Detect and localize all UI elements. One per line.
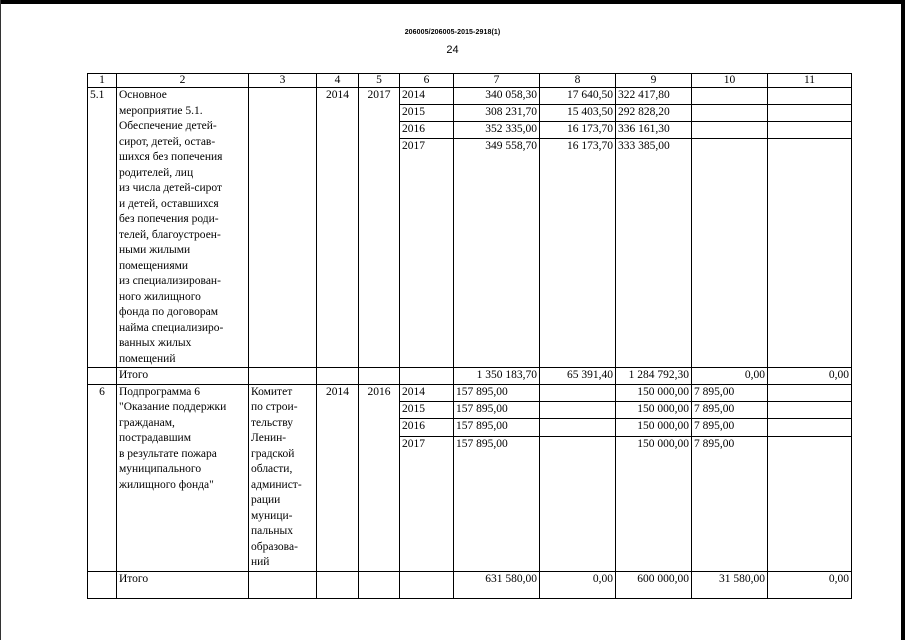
year-cell: 2015 (400, 401, 454, 418)
col11-cell (768, 384, 852, 401)
description-line: из числа детей-сирот (119, 182, 223, 194)
description-line: мероприятие 5.1. (119, 104, 203, 117)
year-cell: 2016 (400, 122, 454, 139)
measure-description (117, 88, 249, 368)
col10-cell: 7 895,00 (692, 401, 768, 418)
table-row (88, 88, 852, 105)
col10-cell (692, 122, 768, 139)
executor-line: градской (251, 447, 295, 460)
col11-cell (768, 122, 852, 139)
col11-cell (768, 105, 852, 122)
year-cell: 2014 (400, 384, 454, 401)
header-cell: 10 (692, 74, 768, 88)
total-cell: 157 895,00 (454, 384, 540, 401)
header-cell: 3 (249, 74, 317, 88)
col9-cell: 150 000,00 (616, 384, 692, 401)
description-line: без попечения роди- (119, 213, 219, 225)
measure-description (117, 384, 249, 571)
itogo-row (88, 368, 852, 385)
total-cell: 308 231,70 (454, 105, 540, 122)
empty-cell (249, 368, 317, 385)
itogo-col11: 0,00 (768, 571, 852, 598)
itogo-label: Итого (117, 368, 249, 385)
description-line: Основное (119, 89, 167, 101)
description-line: фонда по договорам (119, 306, 218, 318)
header-cell: 11 (768, 74, 852, 88)
itogo-col8: 0,00 (540, 571, 616, 598)
executor-line: Ленин- (251, 432, 287, 444)
executor-lines (251, 385, 314, 571)
col11-cell (768, 419, 852, 436)
col11-cell (768, 401, 852, 418)
description-line: ными жилыми (119, 244, 191, 256)
col11-cell (768, 88, 852, 105)
executor-line: Комитет (251, 385, 293, 398)
description-line: помещений (119, 352, 176, 365)
year-cell: 2016 (400, 419, 454, 436)
itogo-label: Итого (117, 571, 249, 598)
col11-cell (768, 139, 852, 368)
itogo-total: 631 580,00 (454, 571, 540, 598)
header-cell: 1 (88, 74, 117, 88)
itogo-row (88, 571, 852, 598)
col8-cell: 15 403,50 (540, 105, 616, 122)
budget-table (87, 73, 852, 599)
end-year: 2016 (359, 384, 400, 571)
executor-line: муници- (251, 509, 293, 522)
empty-cell (400, 571, 454, 598)
executor-line: рации (251, 494, 281, 506)
start-year: 2014 (317, 88, 359, 368)
itogo-total: 1 350 183,70 (454, 368, 540, 385)
year-cell: 2015 (400, 105, 454, 122)
scan-border-top (0, 0, 905, 4)
itogo-col9: 1 284 792,30 (616, 368, 692, 385)
empty-cell (317, 368, 359, 385)
itogo-col11: 0,00 (768, 368, 852, 385)
row-number: 5.1 (88, 88, 117, 368)
itogo-col8: 65 391,40 (540, 368, 616, 385)
description-lines (119, 385, 246, 494)
end-year: 2017 (359, 88, 400, 368)
col8-cell (540, 384, 616, 401)
executor-line: админист- (251, 478, 302, 491)
total-cell: 157 895,00 (454, 401, 540, 418)
total-cell: 349 558,70 (454, 139, 540, 368)
header-cell: 2 (117, 74, 249, 88)
col8-cell: 16 173,70 (540, 139, 616, 368)
header-cell: 5 (359, 74, 400, 88)
col10-cell: 7 895,00 (692, 436, 768, 571)
year-cell: 2014 (400, 88, 454, 105)
empty-cell (88, 368, 117, 385)
col9-cell: 150 000,00 (616, 419, 692, 436)
page-number: 24 (446, 44, 459, 56)
description-line: шихся без попечения (119, 151, 223, 163)
description-line: сирот, детей, остав- (119, 135, 216, 148)
description-line: жилищного фонда" (119, 478, 214, 491)
itogo-col9: 600 000,00 (616, 571, 692, 598)
executor-line: тельству (251, 416, 294, 429)
start-year: 2014 (317, 384, 359, 571)
executor-line: ний (251, 556, 270, 568)
col10-cell (692, 88, 768, 105)
year-cell: 2017 (400, 436, 454, 571)
empty-cell (317, 571, 359, 598)
header-cell: 7 (454, 74, 540, 88)
total-cell: 352 335,00 (454, 122, 540, 139)
executor-line: области, (251, 463, 293, 475)
description-line: и детей, оставшихся (119, 197, 219, 210)
col9-cell: 150 000,00 (616, 401, 692, 418)
executor-cell (249, 384, 317, 571)
description-line: помещениями (119, 259, 189, 272)
description-line: ванных жилых (119, 337, 192, 349)
description-line: в результате пожара (119, 447, 217, 460)
executor-line: образова- (251, 540, 298, 553)
description-line: Обеспечение детей- (119, 120, 217, 132)
col10-cell: 7 895,00 (692, 419, 768, 436)
empty-cell (359, 571, 400, 598)
col8-cell: 17 640,50 (540, 88, 616, 105)
year-cell: 2017 (400, 139, 454, 368)
description-line: пострадавшим (119, 432, 191, 444)
scan-border-left (0, 0, 1, 640)
col10-cell: 7 895,00 (692, 384, 768, 401)
description-line: Подпрограмма 6 (119, 385, 201, 398)
total-cell: 157 895,00 (454, 436, 540, 571)
col9-cell: 333 385,00 (616, 139, 692, 368)
itogo-col10: 31 580,00 (692, 571, 768, 598)
col11-cell (768, 436, 852, 571)
description-line: гражданам, (119, 416, 175, 429)
col8-cell (540, 419, 616, 436)
col9-cell: 336 161,30 (616, 122, 692, 139)
executor-line: пальных (251, 525, 293, 537)
col9-cell: 150 000,00 (616, 436, 692, 571)
col8-cell: 16 173,70 (540, 122, 616, 139)
document-id: 206005/206005-2015-2918(1) (404, 29, 501, 36)
col8-cell (540, 436, 616, 571)
header-row (88, 74, 852, 88)
empty-cell (88, 571, 117, 598)
description-line: муниципального (119, 463, 202, 475)
description-line: ного жилищного (119, 290, 201, 303)
description-line: из специализирован- (119, 275, 221, 287)
header-cell: 4 (317, 74, 359, 88)
col10-cell (692, 105, 768, 122)
row-number: 6 (88, 384, 117, 571)
empty-cell (400, 368, 454, 385)
total-cell: 340 058,30 (454, 88, 540, 105)
header-cell: 6 (400, 74, 454, 88)
col9-cell: 292 828,20 (616, 105, 692, 122)
col8-cell (540, 401, 616, 418)
empty-cell (359, 368, 400, 385)
description-line: родителей, лиц (119, 166, 194, 179)
description-lines (119, 88, 246, 367)
col9-cell: 322 417,80 (616, 88, 692, 105)
table-row (88, 384, 852, 401)
empty-cell (249, 571, 317, 598)
description-line: найма специализиро- (119, 321, 224, 334)
header-cell: 9 (616, 74, 692, 88)
scan-border-right (901, 0, 905, 640)
total-cell: 157 895,00 (454, 419, 540, 436)
itogo-col10: 0,00 (692, 368, 768, 385)
description-line: "Оказание поддержки (119, 401, 227, 413)
executor-cell (249, 88, 317, 368)
col10-cell (692, 139, 768, 368)
executor-line: по строи- (251, 401, 298, 413)
description-line: телей, благоустроен- (119, 228, 221, 241)
header-cell: 8 (540, 74, 616, 88)
